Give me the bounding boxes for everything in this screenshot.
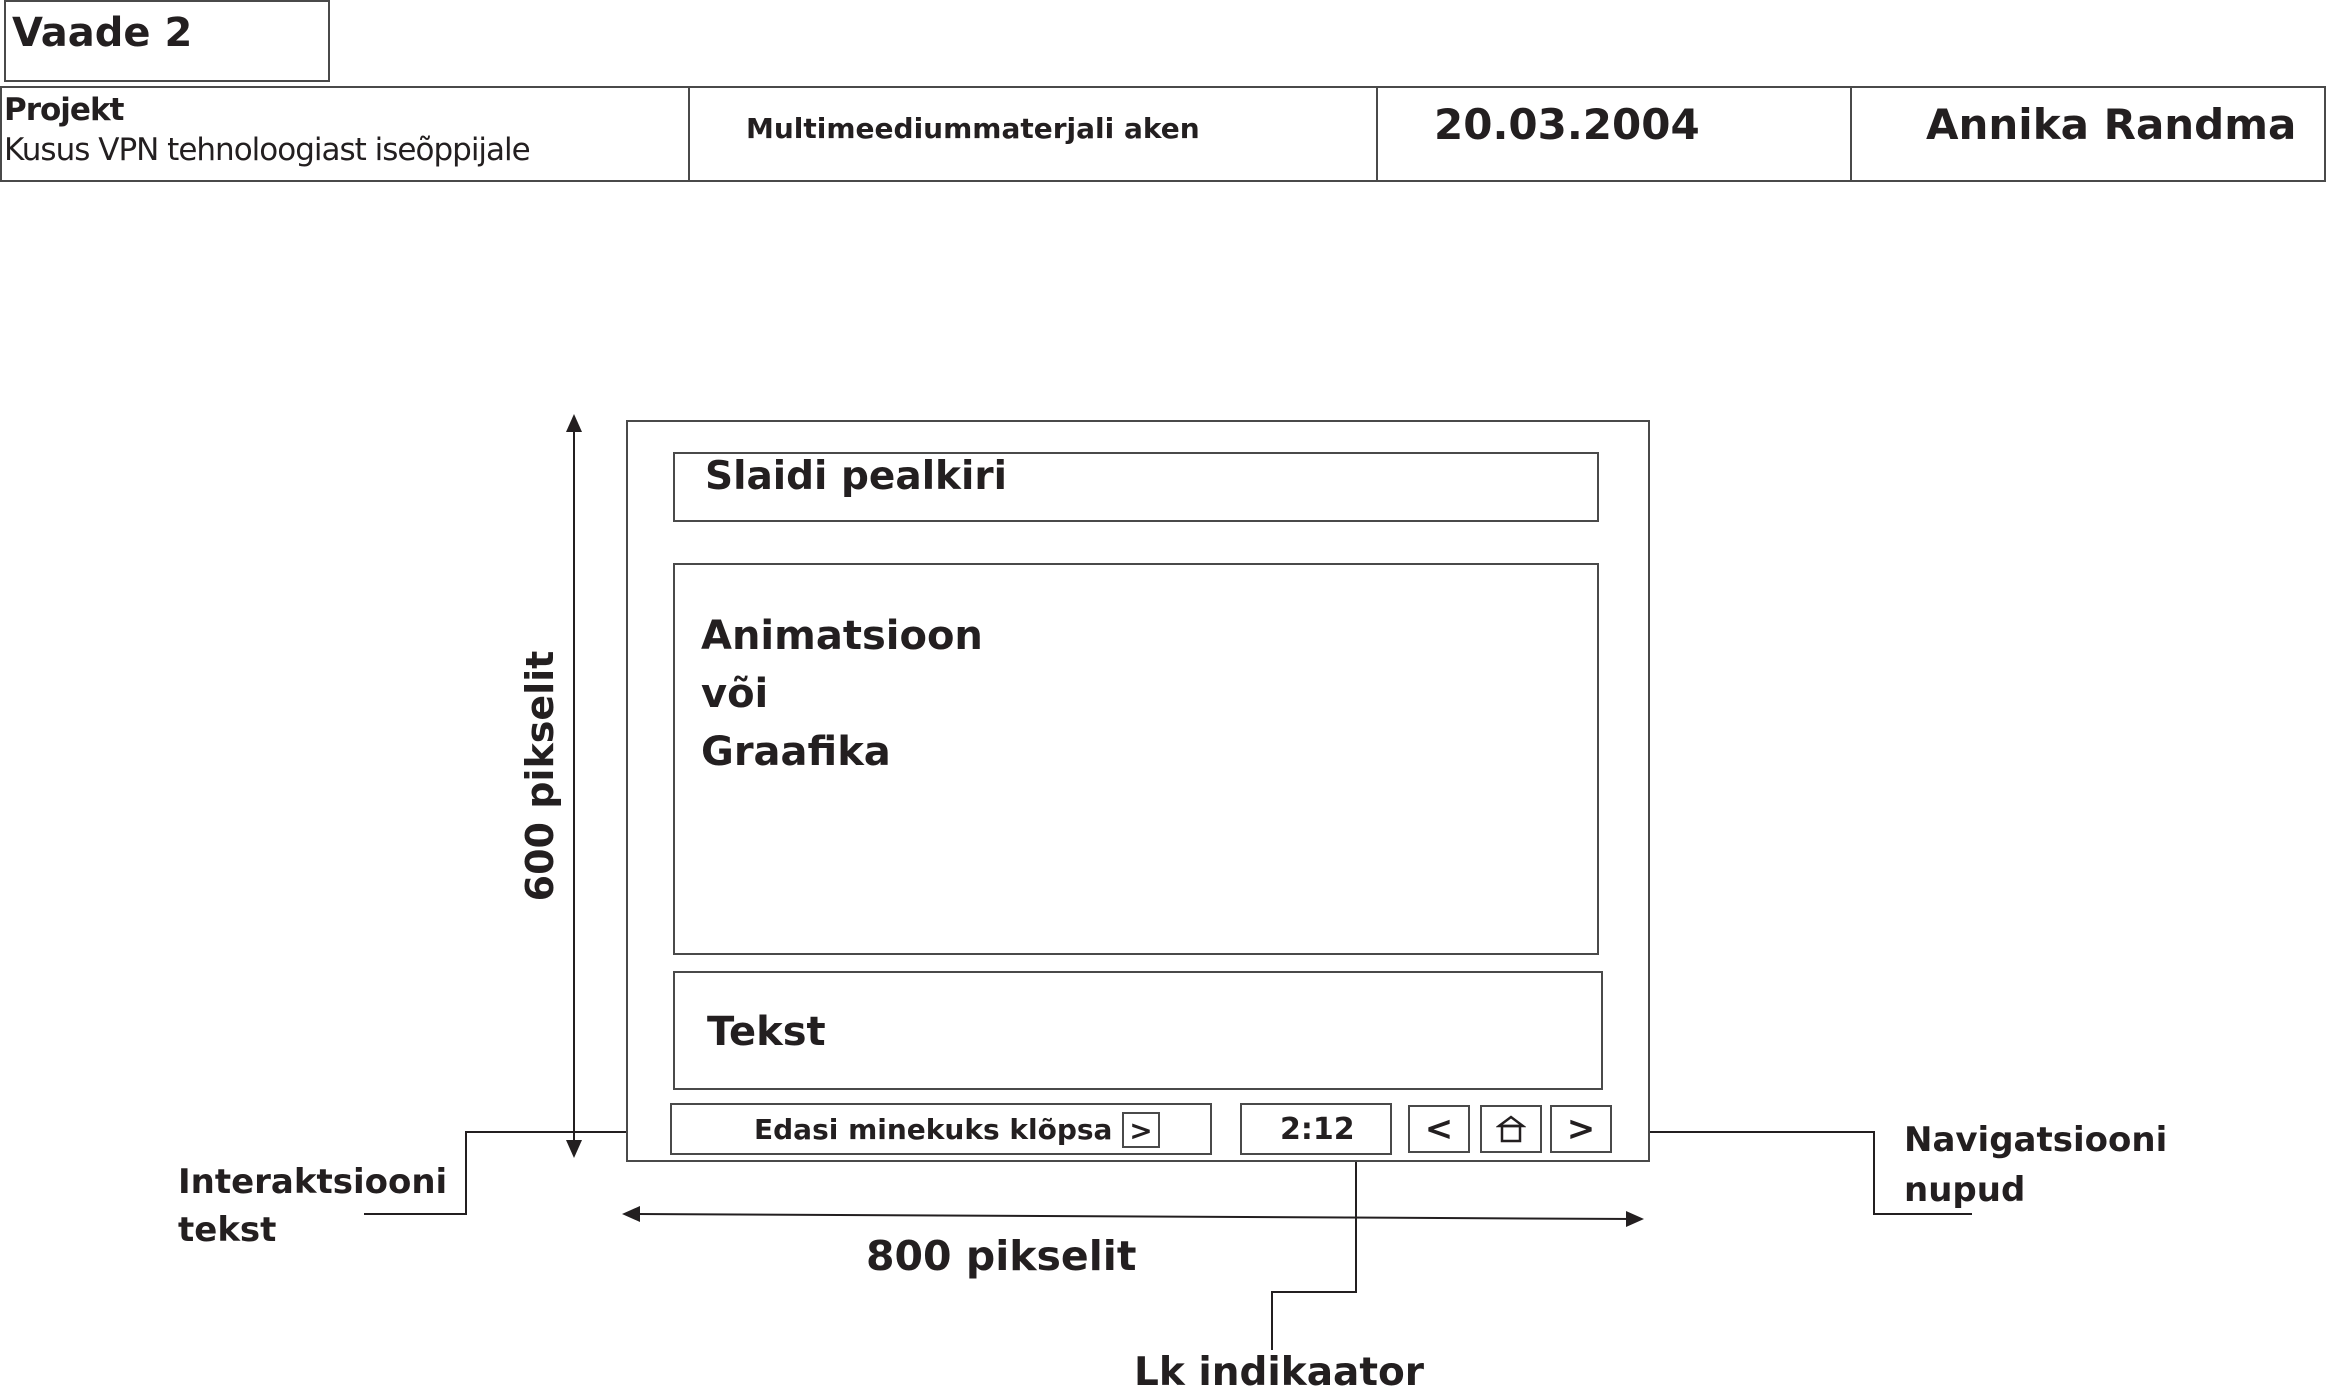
width-label: 800 pikselit [866,1232,1137,1280]
nav-next-label: > [1566,1109,1596,1149]
home-icon [1496,1114,1526,1144]
page-indicator-box [1240,1103,1392,1155]
slide-title: Slaidi pealkiri [705,454,1007,499]
navigation-annotation-line1: Navigatsiooni [1904,1120,2168,1160]
continue-button-label: > [1129,1113,1153,1147]
arrowhead-down [566,1140,582,1158]
window-name: Multimeediummaterjali aken [746,112,1200,145]
interaction-annotation-line2: tekst [178,1210,277,1250]
date: 20.03.2004 [1434,100,1700,149]
arrowhead-up [566,414,582,432]
page-indicator-callout-line [1272,1132,1356,1350]
project-label: Projekt [4,92,124,128]
author: Annika Randma [1926,100,2297,149]
media-area [673,563,1599,955]
slide-text: Tekst [707,1009,826,1055]
media-line-1: Animatsioon [701,613,983,659]
height-label: 600 pikselit [518,650,562,902]
width-dimension-line [636,1214,1636,1219]
interaction-text: Edasi minekuks klõpsa [754,1113,1113,1146]
continue-button[interactable] [1122,1112,1160,1148]
media-line-2: või [701,671,769,717]
nav-prev-button[interactable] [1408,1105,1470,1153]
nav-next-button[interactable] [1550,1105,1612,1153]
navigation-annotation-line2: nupud [1904,1170,2026,1210]
arrowhead-left [622,1206,640,1222]
page-indicator: 2:12 [1280,1112,1355,1147]
page-indicator-annotation: Lk indikaator [1134,1350,1425,1395]
interaction-text-box [670,1103,1212,1155]
media-line-3: Graafika [701,729,891,775]
text-area [673,971,1603,1090]
slide-title-box [673,452,1599,522]
nav-home-button[interactable] [1480,1105,1542,1153]
interaction-annotation-line1: Interaktsiooni [178,1162,448,1202]
view-title: Vaade 2 [12,10,193,56]
arrowhead-right [1626,1211,1644,1227]
project-name: Kusus VPN tehnoloogiast iseõppijale [4,132,530,168]
nav-prev-label: < [1424,1109,1454,1149]
